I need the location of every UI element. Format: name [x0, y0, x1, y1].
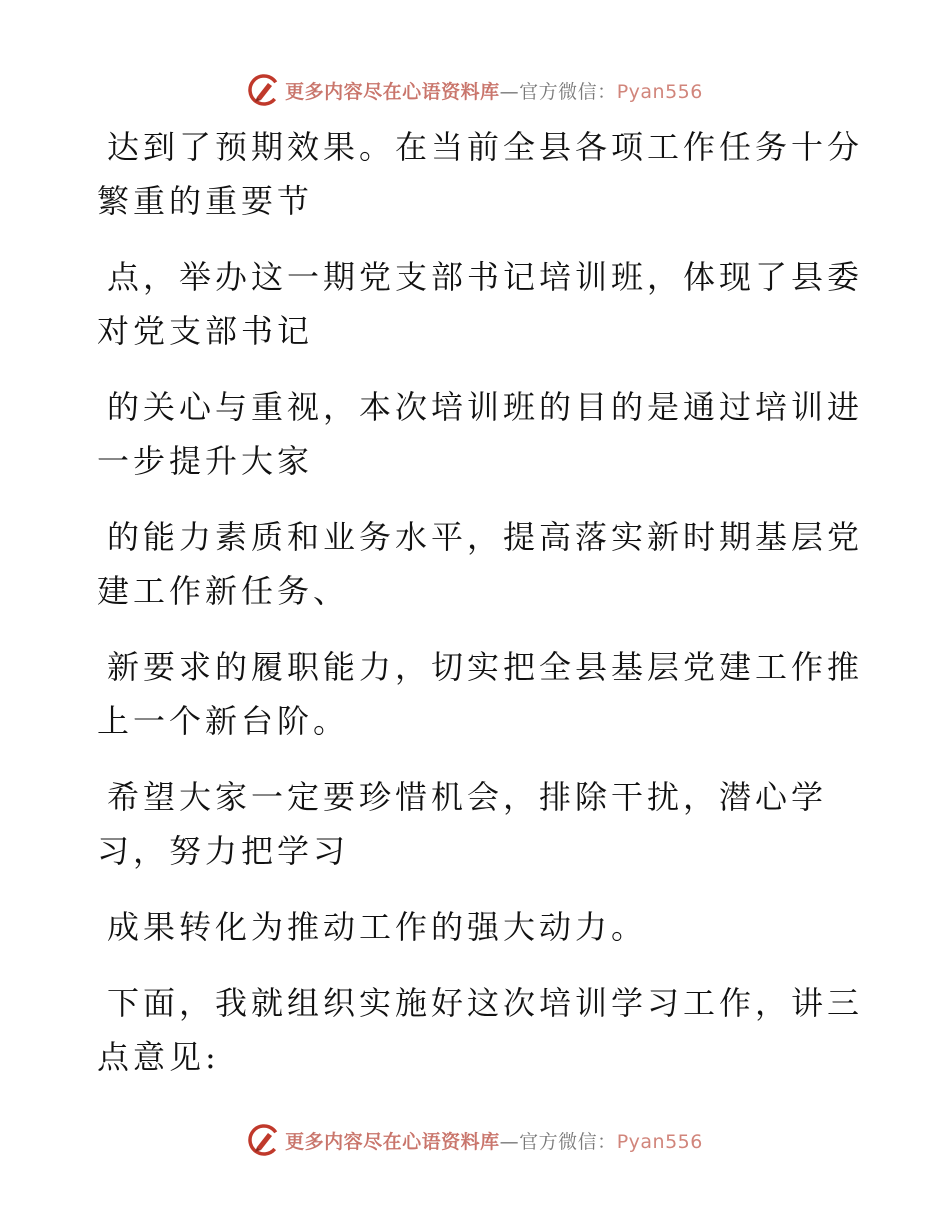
- paragraph: [97, 380, 864, 488]
- banner-dash: —: [499, 1130, 520, 1153]
- paragraph-line: 繁重的重要节: [97, 182, 314, 220]
- paragraph: [97, 976, 864, 1084]
- paragraph-line: 上一个新台阶。: [97, 702, 350, 740]
- paragraph-line: 成果转化为推动工作的强大动力。: [107, 908, 648, 946]
- paragraph-line: 新要求的履职能力，切实把全县基层党建工作推: [107, 648, 864, 686]
- paragraph-line: 希望大家一定要珍惜机会，排除干扰，潜心学: [107, 778, 828, 816]
- paragraph: [97, 900, 837, 954]
- pen-logo-icon: [247, 1123, 281, 1157]
- header-banner: [0, 70, 950, 110]
- banner-main-text: 更多内容尽在心语资料库: [285, 1130, 500, 1153]
- paragraph-line: 的能力素质和业务水平，提高落实新时期基层党: [107, 518, 864, 556]
- banner-sub-text: 官方微信：: [519, 80, 617, 103]
- paragraph-line: 的关心与重视，本次培训班的目的是通过培训进: [107, 388, 864, 426]
- paragraph: [97, 250, 864, 358]
- banner-dash: —: [499, 80, 520, 103]
- pen-logo-icon: [247, 73, 281, 107]
- footer-banner: [0, 1120, 950, 1160]
- paragraph-line: 下面，我就组织实施好这次培训学习工作，讲三: [107, 984, 864, 1022]
- banner-main-text: 更多内容尽在心语资料库: [285, 80, 500, 103]
- paragraph-line: 建工作新任务、: [97, 572, 350, 610]
- banner-wechat-id: Pyan556: [616, 1130, 703, 1153]
- paragraph-line: 达到了预期效果。在当前全县各项工作任务十分: [107, 128, 864, 166]
- paragraph-line: 一步提升大家: [97, 442, 314, 480]
- paragraph-line: 点，举办这一期党支部书记培训班，体现了县委: [107, 258, 864, 296]
- paragraph: [97, 640, 864, 748]
- paragraph-line: 对党支部书记: [97, 312, 314, 350]
- paragraph: [97, 510, 864, 618]
- banner-sub-text: 官方微信：: [519, 1130, 617, 1153]
- banner-wechat-id: Pyan556: [616, 80, 703, 103]
- paragraph-line: 点意见:: [97, 1038, 220, 1076]
- paragraph-line: 习，努力把学习: [97, 832, 350, 870]
- paragraph: [97, 770, 837, 878]
- paragraph: [97, 120, 864, 228]
- document-body: [97, 120, 864, 1106]
